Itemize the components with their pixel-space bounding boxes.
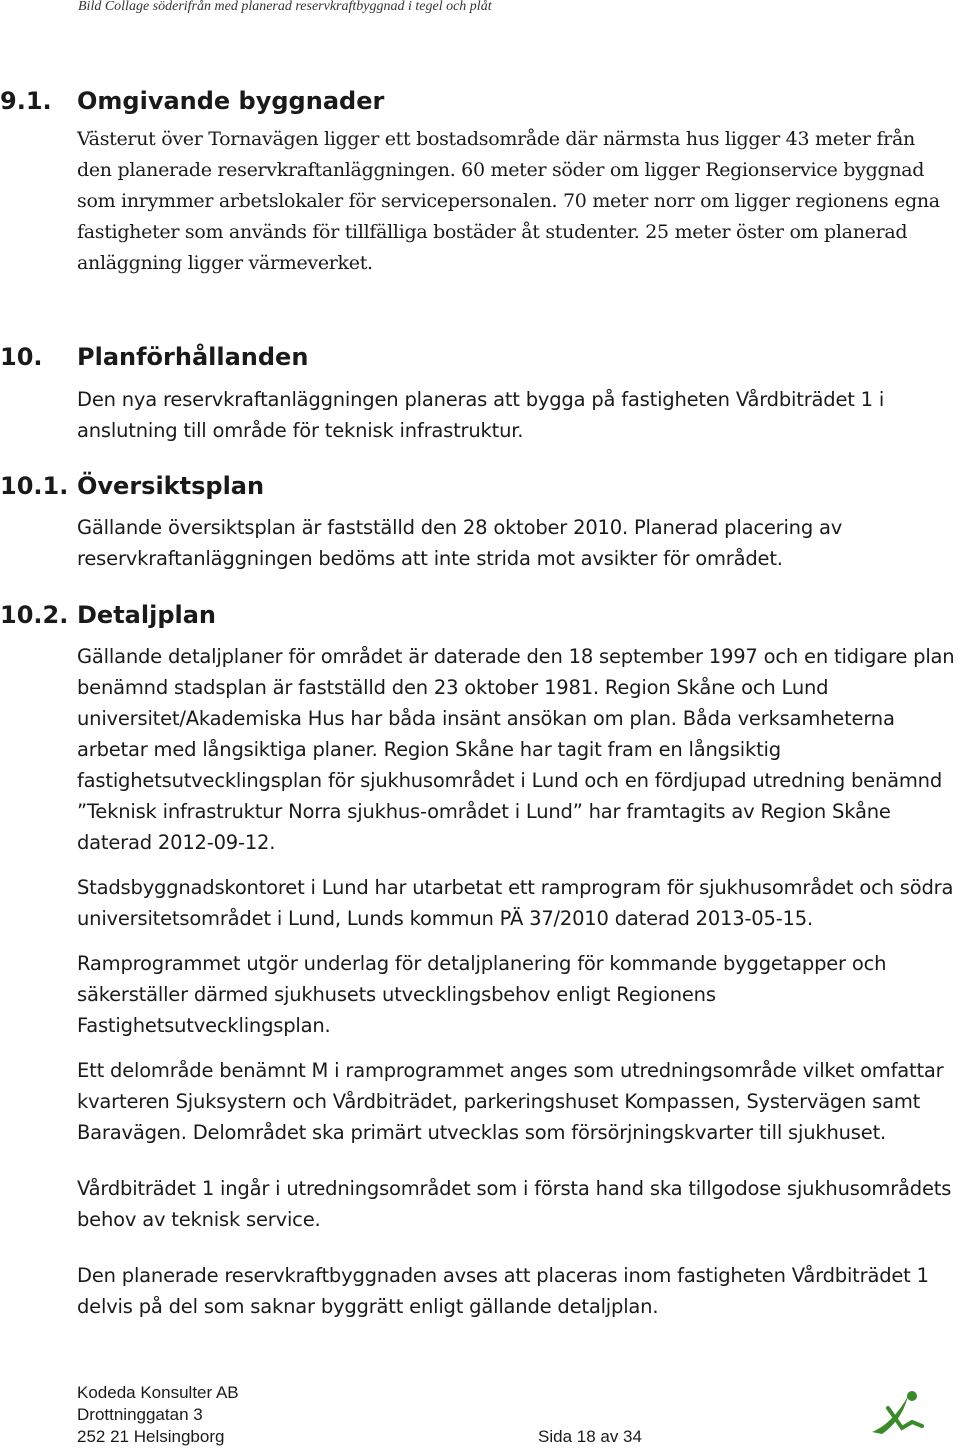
- section-body: [77, 124, 955, 279]
- heading-title: Detaljplan: [77, 601, 217, 629]
- footer-city: 252 21 Helsingborg: [77, 1427, 225, 1446]
- paragraph: Den planerade reservkraftbyggnaden avses att placeras inom fastigheten Vårdbiträdet 1 delvis på del som saknar byggrätt enligt gällande detaljplan.: [77, 1264, 929, 1318]
- paragraph: Gällande översiktsplan är fastställd den 28 oktober 2010. Planerad placering av reservkraftanläggningen bedöms att inte strida mot avsikter för området.: [77, 516, 843, 570]
- paragraph: Den nya reservkraftanläggningen planeras att bygga på fastigheten Vårdbiträdet 1 i anslutning till område för teknisk infrastruktur.: [77, 388, 885, 442]
- heading-number: 10.2.: [0, 601, 69, 629]
- heading-title: Översiktsplan: [77, 472, 265, 500]
- heading-number: 10.1.: [0, 472, 69, 500]
- section-body: [77, 512, 955, 574]
- heading-title: Planförhållanden: [77, 343, 309, 371]
- footer-street: Drottninggatan 3: [77, 1405, 203, 1424]
- paragraph: Gällande detaljplaner för området är daterade den 18 september 1997 och en tidigare plan benämnd stadsplan är fastställd den 23 oktober 1981. Region Skåne och Lund universitet/Akademiska Hus har båda insänt ansökan om plan. Båda verksamheterna arbetar med långsiktiga planer. Region Skåne har tagit fram en långsiktig fastighetsutvecklingsplan för sjukhusområdet i Lund och en fördjupad utredning benämnd ”Teknisk infrastruktur Norra sjukhus-området i Lund” har framtagits av Region Skåne daterad 2012-09-12.: [77, 645, 955, 854]
- running-header: Bild Collage söderifrån med planerad reservkraftbyggnad i tegel och plåt: [78, 0, 492, 14]
- heading-number: 10.: [0, 343, 43, 371]
- paragraph: Stadsbyggnadskontoret i Lund har utarbetat ett ramprogram för sjukhusområdet och södra universitetsområdet i Lund, Lunds kommun PÄ 37/2010 daterad 2013-05-15.: [77, 876, 954, 930]
- page-number: Sida 18 av 34: [538, 1427, 642, 1446]
- paragraph: Ramprogrammet utgör underlag för detaljplanering för kommande byggetapper och säkerställer därmed sjukhusets utvecklingsbehov enligt Regionens Fastighetsutvecklingsplan.: [77, 952, 887, 1037]
- section-body: [77, 384, 955, 446]
- company-logo-icon: [868, 1386, 928, 1440]
- heading-title: Omgivande byggnader: [77, 87, 385, 115]
- paragraph: Västerut över Tornavägen ligger ett bostadsområde där närmsta hus ligger 43 meter från den planerade reservkraftanläggningen. 60 meter söder om ligger Regionservice byggnad som inrymmer arbetslokaler för servicepersonalen. 70 meter norr om ligger regionens egna fastigheter som används för tillfälliga bostäder åt studenter. 25 meter öster om planerad anläggning ligger värmeverket.: [77, 128, 940, 274]
- heading-number: 9.1.: [0, 87, 52, 115]
- section-body: [77, 641, 955, 1322]
- paragraph: Ett delområde benämnt M i ramprogrammet anges som utredningsområde vilket omfattar kvarteren Sjuksystern och Vårdbiträdet, parkeringshuset Kompassen, Systervägen samt Baravägen. Delområdet ska primärt utvecklas som försörjningskvarter till sjukhuset.: [77, 1059, 944, 1144]
- footer-company: Kodeda Konsulter AB: [77, 1383, 239, 1402]
- paragraph: Vårdbiträdet 1 ingår i utredningsområdet som i första hand ska tillgodose sjukhusområdets behov av teknisk service.: [77, 1177, 952, 1231]
